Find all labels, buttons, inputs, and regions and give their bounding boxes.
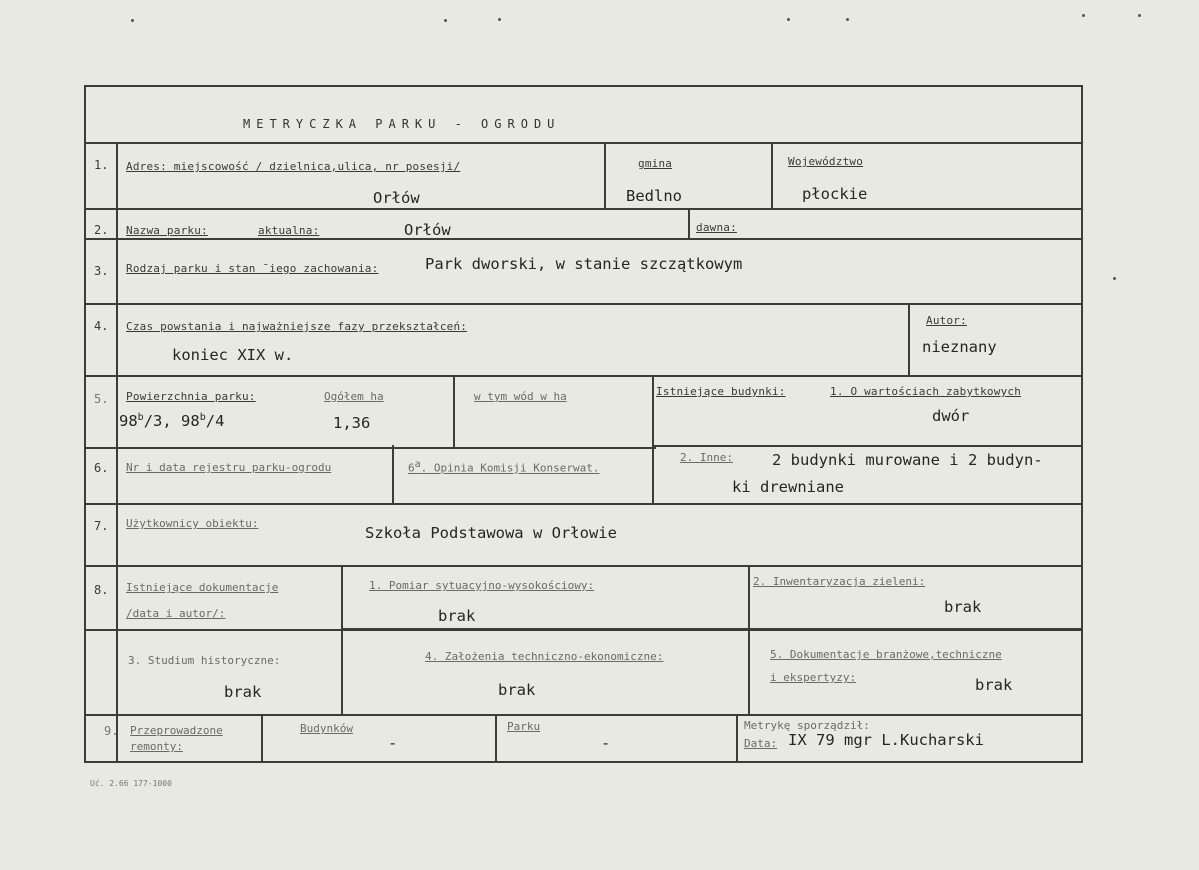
historic-buildings-value: dwór xyxy=(932,407,970,425)
technical-assumptions-value: brak xyxy=(498,681,536,699)
current-name-label: aktualna: xyxy=(258,224,320,237)
card-title: METRYCZKA PARKU - OGRODU xyxy=(243,117,561,131)
row-number-9: 9. xyxy=(104,724,119,738)
industry-docs-label-cont: i ekspertyzy: xyxy=(770,671,857,684)
voivodeship-label: Województwo xyxy=(788,155,864,168)
park-renovation-label: Parku xyxy=(507,720,541,733)
documentation-label-cont: /data i autor/: xyxy=(126,607,226,620)
author-label: Autor: xyxy=(926,314,967,327)
total-area-value: 1,36 xyxy=(333,414,371,432)
gmina-value: Bedlno xyxy=(626,187,682,205)
historic-buildings-label: 1. O wartościach zabytkowych xyxy=(830,385,1022,398)
row-number-3: 3. xyxy=(94,264,109,278)
gmina-label: gmina xyxy=(638,157,673,170)
renovations-label-cont: remonty: xyxy=(130,740,183,753)
park-type-label: Rodzaj parku i stan ¯iego zachowania: xyxy=(126,262,379,275)
print-code: Uć. 2.66 177-1000 xyxy=(90,779,172,788)
industry-docs-label: 5. Dokumentacje branżowe,techniczne xyxy=(770,648,1002,661)
row-number-4: 4. xyxy=(94,319,109,333)
other-buildings-value: 2 budynki murowane i 2 budyn- xyxy=(772,451,1043,469)
row-number-1: 1. xyxy=(94,158,109,172)
row-number-6: 6. xyxy=(94,461,109,475)
address-value: Orłów xyxy=(373,189,420,207)
greenery-inventory-label: 2. Inwentaryzacja zieleni: xyxy=(753,575,926,588)
documentation-label: Istniejące dokumentacje xyxy=(126,581,279,594)
historical-study-value: brak xyxy=(224,683,262,701)
total-area-label: Ogółem ha xyxy=(324,390,384,403)
date-label: Data: xyxy=(744,737,778,750)
row-number-7: 7. xyxy=(94,519,109,533)
existing-buildings-label: Istniejące budynki: xyxy=(656,385,786,398)
area-value: 98$^b$/3, 98$^b$/4 xyxy=(119,412,225,431)
address-label: Adres: miejscowość / dzielnica,ulica, nr posesji/ xyxy=(126,160,461,173)
author-value: nieznany xyxy=(922,338,997,356)
survey-value: brak xyxy=(438,607,476,625)
water-area-label: w tym wód w ha xyxy=(474,390,567,403)
other-buildings-label: 2. Inne: xyxy=(680,451,733,464)
park-name-label: Nazwa parku: xyxy=(126,224,208,237)
other-buildings-value-cont: ki drewniane xyxy=(732,478,844,496)
row-number-2: 2. xyxy=(94,223,109,237)
historical-study-label: 3. Studium historyczne: xyxy=(128,654,281,667)
users-label: Użytkownicy obiektu: xyxy=(126,517,259,530)
area-label: Powierzchnia parku: xyxy=(126,390,256,403)
date-value: IX 79 mgr L.Kucharski xyxy=(788,731,984,749)
greenery-inventory-value: brak xyxy=(944,598,982,616)
users-value: Szkoła Podstawowa w Orłowie xyxy=(365,524,617,542)
park-renovation-value: - xyxy=(601,734,611,752)
industry-docs-value: brak xyxy=(975,676,1013,694)
survey-label: 1. Pomiar sytuacyjno-wysokościowy: xyxy=(369,579,595,592)
register-label: Nr i data rejestru parku-ogrodu xyxy=(126,461,332,474)
former-name-label: dawna: xyxy=(696,221,737,234)
buildings-renovation-value: - xyxy=(388,734,398,752)
voivodeship-value: płockie xyxy=(802,185,868,203)
park-type-value: Park dworski, w stanie szczątkowym xyxy=(425,255,743,273)
row-number-8: 8. xyxy=(94,583,109,597)
conservator-opinion-label: 6$^a$. Opinia Komisji Konserwat. xyxy=(408,459,600,475)
creation-time-label: Czas powstania i najważniejsze fazy przekształceń: xyxy=(126,320,468,333)
current-name-value: Orłów xyxy=(404,221,451,239)
park-record-card xyxy=(84,85,1083,763)
creation-time-value: koniec XIX w. xyxy=(172,346,294,364)
prepared-by-label: Metrykę sporządził: xyxy=(744,719,870,732)
technical-assumptions-label: 4. Założenia techniczno-ekonomiczne: xyxy=(425,650,664,663)
row-number-5: 5. xyxy=(94,392,109,406)
buildings-renovation-label: Budynków xyxy=(300,722,353,735)
renovations-label: Przeprowadzone xyxy=(130,724,223,737)
